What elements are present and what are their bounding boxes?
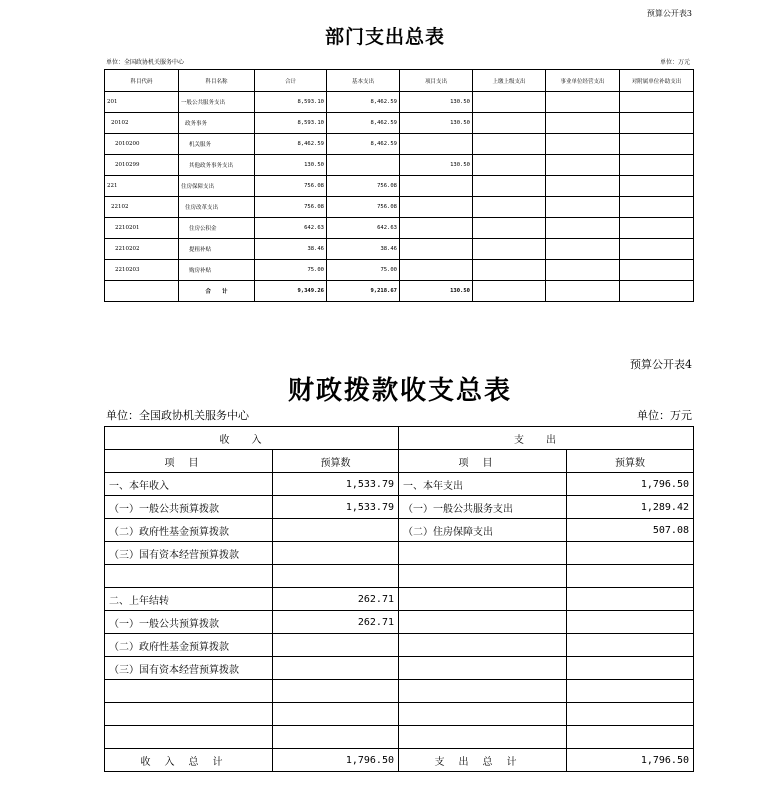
table2-title: 财政拨款收支总表	[287, 376, 512, 406]
header-cell: 事业单位经营支出	[546, 70, 620, 92]
table2-unit-right: 单位：万元	[637, 409, 692, 422]
expense-item: （二）住房保障支出	[399, 519, 567, 542]
expense-value	[567, 703, 694, 726]
table-row	[105, 634, 694, 657]
table-row	[105, 473, 694, 496]
name-cell: 提租补贴	[179, 239, 255, 260]
income-value	[273, 519, 399, 542]
expense-item: （一）一般公共服务支出	[399, 496, 567, 519]
basic-cell: 756.08	[327, 197, 400, 218]
income-value	[273, 703, 399, 726]
table-row	[105, 657, 694, 680]
table-row	[105, 496, 694, 519]
income-value	[273, 726, 399, 749]
code-cell: 2010200	[105, 134, 179, 155]
code-cell: 2210201	[105, 218, 179, 239]
table1-tag: 预算公开表3	[646, 9, 692, 18]
expense-total-label: 支出总计	[399, 749, 567, 772]
table-row	[105, 176, 694, 197]
total-cell: 75.00	[255, 260, 327, 281]
total-cell: 8,462.59	[255, 134, 327, 155]
expense-value: 1,289.42	[567, 496, 694, 519]
income-item	[105, 703, 273, 726]
income-value: 262.71	[273, 611, 399, 634]
income-item	[105, 726, 273, 749]
project-cell	[400, 197, 473, 218]
income-item: （二）政府性基金预算拨款	[105, 519, 273, 542]
table2-section-row	[105, 427, 694, 450]
project-cell	[400, 218, 473, 239]
project-cell	[400, 176, 473, 197]
expense-item	[399, 588, 567, 611]
project-cell: 130.50	[400, 155, 473, 176]
table-row	[105, 218, 694, 239]
income-budget-header: 预算数	[273, 450, 399, 473]
table-row	[105, 565, 694, 588]
header-cell: 科目名称	[179, 70, 255, 92]
table2-total-row	[105, 749, 694, 772]
table1-unit-right: 单位：万元	[659, 59, 690, 66]
expense-value	[567, 726, 694, 749]
expense-item	[399, 565, 567, 588]
table-row	[105, 113, 694, 134]
expense-item	[399, 726, 567, 749]
name-cell: 机关服务	[179, 134, 255, 155]
name-cell: 住房保障支出	[179, 176, 255, 197]
project-cell: 130.50	[400, 113, 473, 134]
expense-value	[567, 611, 694, 634]
income-value: 262.71	[273, 588, 399, 611]
expense-value	[567, 657, 694, 680]
expense-value	[567, 680, 694, 703]
total-label: 合 计	[179, 281, 255, 302]
total-cell: 642.63	[255, 218, 327, 239]
table-row	[105, 588, 694, 611]
code-cell: 2210202	[105, 239, 179, 260]
expense-item	[399, 680, 567, 703]
table2-header-row	[105, 450, 694, 473]
project-cell	[400, 134, 473, 155]
expense-item	[399, 634, 567, 657]
project-cell	[400, 260, 473, 281]
table-row	[105, 703, 694, 726]
expense-value	[567, 565, 694, 588]
project-cell: 130.50	[400, 92, 473, 113]
table-row	[105, 260, 694, 281]
expense-header: 支出	[399, 427, 694, 450]
header-cell: 基本支出	[327, 70, 400, 92]
income-value: 1,533.79	[273, 473, 399, 496]
total-cell: 756.08	[255, 176, 327, 197]
table-row	[105, 155, 694, 176]
table-row	[105, 239, 694, 260]
code-cell: 2010299	[105, 155, 179, 176]
basic-cell: 8,462.59	[327, 134, 400, 155]
income-item: 一、本年收入	[105, 473, 273, 496]
code-cell: 22102	[105, 197, 179, 218]
expense-value: 507.08	[567, 519, 694, 542]
expense-budget-header: 预算数	[567, 450, 694, 473]
table1-header-row	[105, 70, 694, 92]
name-cell: 住房公积金	[179, 218, 255, 239]
expense-value	[567, 542, 694, 565]
expense-value	[567, 588, 694, 611]
expense-value: 1,796.50	[567, 473, 694, 496]
table1-unit-left: 单位：全国政协机关服务中心	[106, 59, 185, 66]
grand-total-cell: 9,349.26	[255, 281, 327, 302]
income-item: （一）一般公共预算拨款	[105, 496, 273, 519]
basic-cell: 8,462.59	[327, 92, 400, 113]
basic-cell: 8,462.59	[327, 113, 400, 134]
name-cell: 住房改革支出	[179, 197, 255, 218]
basic-cell: 75.00	[327, 260, 400, 281]
income-item: （三）国有资本经营预算拨款	[105, 542, 273, 565]
total-cell: 8,593.10	[255, 113, 327, 134]
department-expenditure-table	[104, 69, 694, 302]
basic-cell: 756.08	[327, 176, 400, 197]
table-row	[105, 92, 694, 113]
expense-total-value: 1,796.50	[567, 749, 694, 772]
basic-cell: 38.46	[327, 239, 400, 260]
table-row	[105, 680, 694, 703]
project-total-cell: 130.50	[400, 281, 473, 302]
fiscal-appropriation-table	[104, 426, 694, 772]
name-cell: 一般公共服务支出	[179, 92, 255, 113]
total-cell: 756.08	[255, 197, 327, 218]
total-cell: 38.46	[255, 239, 327, 260]
income-header: 收入	[105, 427, 399, 450]
table2-tag: 预算公开表4	[630, 358, 692, 371]
project-cell	[400, 239, 473, 260]
name-cell: 其他政务事务支出	[179, 155, 255, 176]
name-cell: 政务事务	[179, 113, 255, 134]
income-item-header: 项目	[105, 450, 273, 473]
header-cell: 对附属单位补助支出	[620, 70, 694, 92]
code-cell: 201	[105, 92, 179, 113]
expense-value	[567, 634, 694, 657]
income-item	[105, 680, 273, 703]
income-value	[273, 565, 399, 588]
expense-item	[399, 611, 567, 634]
basic-cell	[327, 155, 400, 176]
header-cell: 合计	[255, 70, 327, 92]
income-item	[105, 565, 273, 588]
income-item: （二）政府性基金预算拨款	[105, 634, 273, 657]
table-row	[105, 519, 694, 542]
expense-item: 一、本年支出	[399, 473, 567, 496]
table-row	[105, 726, 694, 749]
table2-unit-left: 单位：全国政协机关服务中心	[106, 409, 249, 422]
table1-total-row	[105, 281, 694, 302]
code-cell: 221	[105, 176, 179, 197]
table-row	[105, 197, 694, 218]
name-cell: 购房补贴	[179, 260, 255, 281]
header-cell: 上缴上级支出	[473, 70, 546, 92]
table-row	[105, 611, 694, 634]
income-value	[273, 634, 399, 657]
code-cell: 2210203	[105, 260, 179, 281]
header-cell: 科目代码	[105, 70, 179, 92]
income-value	[273, 657, 399, 680]
income-value: 1,533.79	[273, 496, 399, 519]
total-cell: 130.50	[255, 155, 327, 176]
expense-item	[399, 703, 567, 726]
table1-title: 部门支出总表	[324, 26, 445, 48]
code-cell: 20102	[105, 113, 179, 134]
table-row	[105, 134, 694, 155]
income-value	[273, 680, 399, 703]
basic-cell: 642.63	[327, 218, 400, 239]
total-cell: 8,593.10	[255, 92, 327, 113]
header-cell: 项目支出	[400, 70, 473, 92]
income-item: 二、上年结转	[105, 588, 273, 611]
basic-total-cell: 9,218.67	[327, 281, 400, 302]
income-item: （三）国有资本经营预算拨款	[105, 657, 273, 680]
income-item: （一）一般公共预算拨款	[105, 611, 273, 634]
income-total-value: 1,796.50	[273, 749, 399, 772]
expense-item	[399, 542, 567, 565]
table-row	[105, 542, 694, 565]
income-value	[273, 542, 399, 565]
expense-item	[399, 657, 567, 680]
expense-item-header: 项目	[399, 450, 567, 473]
income-total-label: 收入总计	[105, 749, 273, 772]
